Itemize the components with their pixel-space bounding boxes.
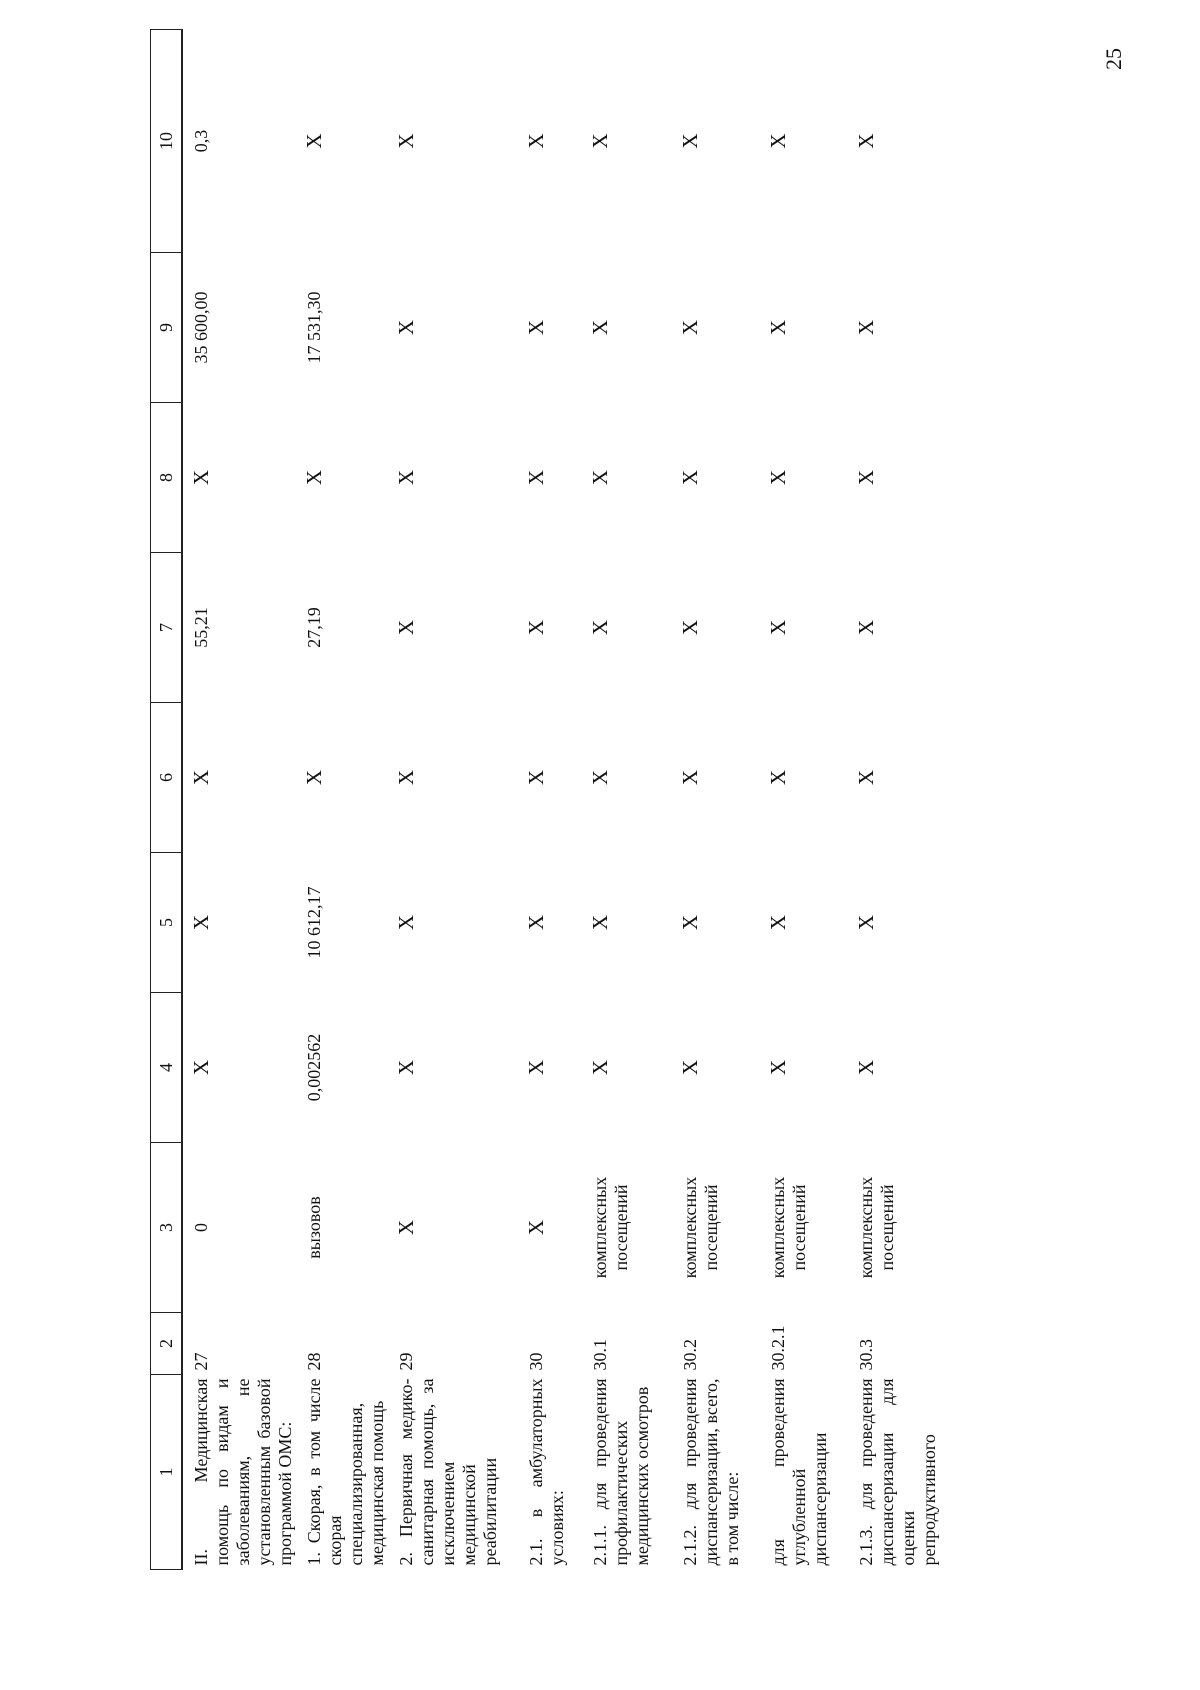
column-header: 10: [151, 30, 183, 253]
table-cell: Х: [588, 133, 612, 149]
table-cell: 17 531,30: [304, 291, 324, 364]
table-cell: Х: [394, 469, 418, 486]
header-row: [151, 30, 183, 1570]
table-cell: Х: [766, 319, 790, 336]
table-row: [848, 30, 944, 1570]
table-cell: Х: [588, 769, 612, 786]
table-cell: Х: [588, 1059, 612, 1076]
column-header: 8: [151, 403, 183, 553]
row-description: 2.1. в амбулаторных условиях:: [526, 1378, 567, 1566]
table-cell: Х: [394, 133, 418, 149]
table-cell: Х: [854, 319, 878, 336]
column-header: 3: [151, 1143, 183, 1313]
unit-cell: Х: [394, 1219, 418, 1236]
unit-cell: комплексных посещений: [590, 1176, 631, 1279]
table-cell: Х: [766, 619, 790, 636]
table-row: [582, 30, 672, 1570]
table-cell: 0,002562: [304, 1033, 324, 1102]
table-cell: Х: [302, 469, 326, 486]
column-header: 2: [151, 1313, 183, 1375]
table-row: [518, 30, 582, 1570]
unit-cell: Х: [524, 1219, 548, 1236]
table-cell: 55,21: [191, 607, 211, 648]
row-number: 30.1: [590, 1339, 610, 1371]
table-cell: Х: [854, 469, 878, 486]
table-cell: Х: [766, 914, 790, 931]
table-cell: Х: [394, 1059, 418, 1076]
table-cell: Х: [394, 914, 418, 931]
data-table: [150, 29, 944, 1570]
table-cell: Х: [678, 769, 702, 786]
table-row: [672, 30, 760, 1570]
row-number: 27: [191, 1352, 211, 1371]
column-header: 4: [151, 993, 183, 1143]
unit-cell: 0: [191, 1223, 211, 1232]
row-description: 2. Первичная медико-санитарная помощь, за исключением медицинской реабилитации: [396, 1378, 500, 1566]
table-row: [182, 30, 296, 1570]
column-header: 6: [151, 703, 183, 853]
rotated-table-container: [150, 30, 1030, 1570]
table-cell: Х: [678, 1059, 702, 1076]
table-cell: 27,19: [304, 607, 324, 648]
table-cell: Х: [854, 133, 878, 149]
row-number: 30.3: [856, 1339, 876, 1371]
row-description: 2.1.3. для проведения диспансеризации для оценки репродуктивного: [856, 1378, 939, 1566]
table-cell: Х: [854, 914, 878, 931]
table-cell: Х: [394, 619, 418, 636]
table-cell: Х: [854, 619, 878, 636]
table-cell: Х: [678, 619, 702, 636]
table-cell: Х: [189, 914, 213, 931]
column-header: 7: [151, 553, 183, 703]
unit-cell: комплексных посещений: [680, 1176, 721, 1279]
table-cell: Х: [524, 914, 548, 931]
table-cell: Х: [394, 769, 418, 786]
table-cell: Х: [524, 133, 548, 149]
table-cell: 0,3: [191, 129, 211, 153]
row-description: II. Медицинская помощь по видам и заболеваниям, не установленным базовой программой ОМС:: [191, 1378, 295, 1566]
table-cell: Х: [766, 133, 790, 149]
table-cell: Х: [302, 769, 326, 786]
column-header: 5: [151, 853, 183, 993]
table-cell: Х: [524, 1059, 548, 1076]
table-cell: Х: [854, 769, 878, 786]
table-cell: Х: [678, 469, 702, 486]
table-cell: Х: [678, 319, 702, 336]
row-number: 28: [304, 1352, 324, 1371]
table-cell: Х: [766, 469, 790, 486]
table-cell: Х: [394, 319, 418, 336]
table-cell: Х: [524, 619, 548, 636]
table-cell: 10 612,17: [304, 886, 324, 959]
row-description: 1. Скорая, в том числе скорая специализированная, медицинская помощь: [304, 1378, 387, 1566]
page-number: 25: [1101, 48, 1126, 70]
unit-cell: комплексных посещений: [856, 1176, 897, 1279]
table-cell: Х: [766, 1059, 790, 1076]
table-row: [760, 30, 848, 1570]
table-cell: Х: [524, 769, 548, 786]
table-cell: Х: [588, 469, 612, 486]
table-cell: Х: [189, 1059, 213, 1076]
column-header: 9: [151, 253, 183, 403]
table-cell: Х: [588, 319, 612, 336]
table-cell: 35 600,00: [191, 291, 211, 364]
table-cell: Х: [854, 1059, 878, 1076]
row-description: 2.1.1. для проведения профилактических медицинских осмотров: [590, 1378, 652, 1566]
column-header: 1: [151, 1375, 183, 1570]
table-cell: Х: [189, 469, 213, 486]
row-number: 30.2.1: [768, 1325, 788, 1371]
table-cell: Х: [524, 469, 548, 486]
table-cell: Х: [302, 133, 326, 149]
row-description: для проведения углубленной диспансеризации: [768, 1378, 830, 1566]
table-cell: Х: [588, 914, 612, 931]
table-cell: Х: [678, 133, 702, 149]
row-number: 30: [526, 1352, 546, 1371]
table-cell: Х: [524, 319, 548, 336]
row-number: 29: [396, 1352, 416, 1371]
row-number: 30.2: [680, 1339, 700, 1371]
table-cell: Х: [678, 914, 702, 931]
table-cell: Х: [588, 619, 612, 636]
unit-cell: комплексных посещений: [768, 1176, 809, 1279]
unit-cell: вызовов: [304, 1196, 324, 1259]
table-cell: Х: [766, 769, 790, 786]
table-cell: Х: [189, 769, 213, 786]
table-row: [388, 30, 518, 1570]
row-description: 2.1.2. для проведения диспансеризации, всего, в том числе:: [680, 1378, 742, 1566]
table-row: [296, 30, 388, 1570]
